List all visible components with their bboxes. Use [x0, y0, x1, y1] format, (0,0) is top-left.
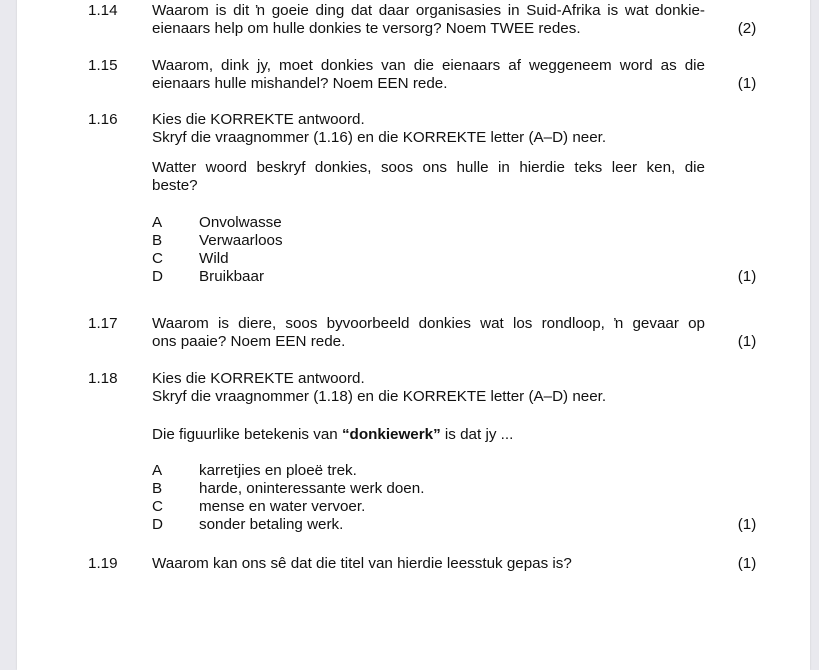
mark-allocation: (2) [737, 20, 757, 37]
question-text-line: Waarom kan ons sê dat die titel van hierdie leesstuk gepas is? [152, 555, 572, 572]
mark-allocation: (1) [737, 516, 757, 533]
question-number: 1.19 [88, 555, 118, 572]
option-letter: C [152, 250, 163, 267]
question-stem [152, 159, 705, 195]
option-text: mense en water vervoer. [199, 498, 366, 515]
question-number: 1.15 [88, 57, 118, 74]
option-letter: B [152, 480, 163, 497]
option-text: Onvolwasse [199, 214, 282, 231]
instruction-line: Kies die KORREKTE antwoord. [152, 111, 365, 128]
option-letter: C [152, 498, 163, 515]
question-text-line: Waarom is dit ŉ goeie ding dat daar organisasies in Suid-Afrika is wat donkie- [152, 2, 705, 19]
question-text [152, 315, 705, 351]
instruction-line: Skryf die vraagnommer (1.18) en die KORREKTE letter (A–D) neer. [152, 388, 607, 405]
mark-allocation: (1) [737, 333, 757, 350]
stem-line: beste? [152, 177, 198, 194]
option-letter: A [152, 462, 163, 479]
mark-allocation: (1) [737, 555, 757, 572]
instruction-line: Kies die KORREKTE antwoord. [152, 370, 365, 387]
mark-allocation: (1) [737, 75, 757, 92]
option-letter: B [152, 232, 163, 249]
question-number: 1.16 [88, 111, 118, 128]
stem-line: Watter woord beskryf donkies, soos ons hulle in hierdie teks leer ken, die [152, 159, 705, 176]
question-text-line: eienaars help om hulle donkies te versorg? Noem TWEE redes. [152, 20, 581, 37]
question-text-line: Waarom is diere, soos byvoorbeeld donkies wat los rondloop, ŉ gevaar op [152, 315, 705, 332]
stem-line [152, 426, 705, 444]
option-text: Verwaarloos [199, 232, 283, 249]
question-text-line: Waarom, dink jy, moet donkies van die eienaars af weggeneem word as die [152, 57, 705, 74]
option-letter: A [152, 214, 163, 231]
option-text: Wild [199, 250, 229, 267]
option-letter: D [152, 516, 163, 533]
question-text [152, 2, 705, 38]
option-text: Bruikbaar [199, 268, 264, 285]
question-stem [152, 426, 705, 444]
option-text: karretjies en ploeë trek. [199, 462, 357, 479]
mark-allocation: (1) [737, 268, 757, 285]
question-text-line: eienaars hulle mishandel? Noem EEN rede. [152, 75, 448, 92]
stem-bold-term: “donkiewerk” [341, 426, 441, 443]
stem-suffix: is dat jy ... [440, 426, 514, 443]
option-text: harde, oninteressante werk doen. [199, 480, 425, 497]
instruction-line: Skryf die vraagnommer (1.16) en die KORREKTE letter (A–D) neer. [152, 129, 607, 146]
question-text [152, 57, 705, 93]
question-instructions [152, 370, 705, 406]
option-text: sonder betaling werk. [199, 516, 344, 533]
question-text-line: ons paaie? Noem EEN rede. [152, 333, 346, 350]
exam-page [17, 0, 810, 670]
option-letter: D [152, 268, 163, 285]
question-number: 1.14 [88, 2, 118, 19]
question-number: 1.17 [88, 315, 118, 332]
stem-prefix: Die figuurlike betekenis van [152, 426, 342, 443]
question-number: 1.18 [88, 370, 118, 387]
question-text [152, 555, 705, 573]
question-instructions [152, 111, 705, 147]
